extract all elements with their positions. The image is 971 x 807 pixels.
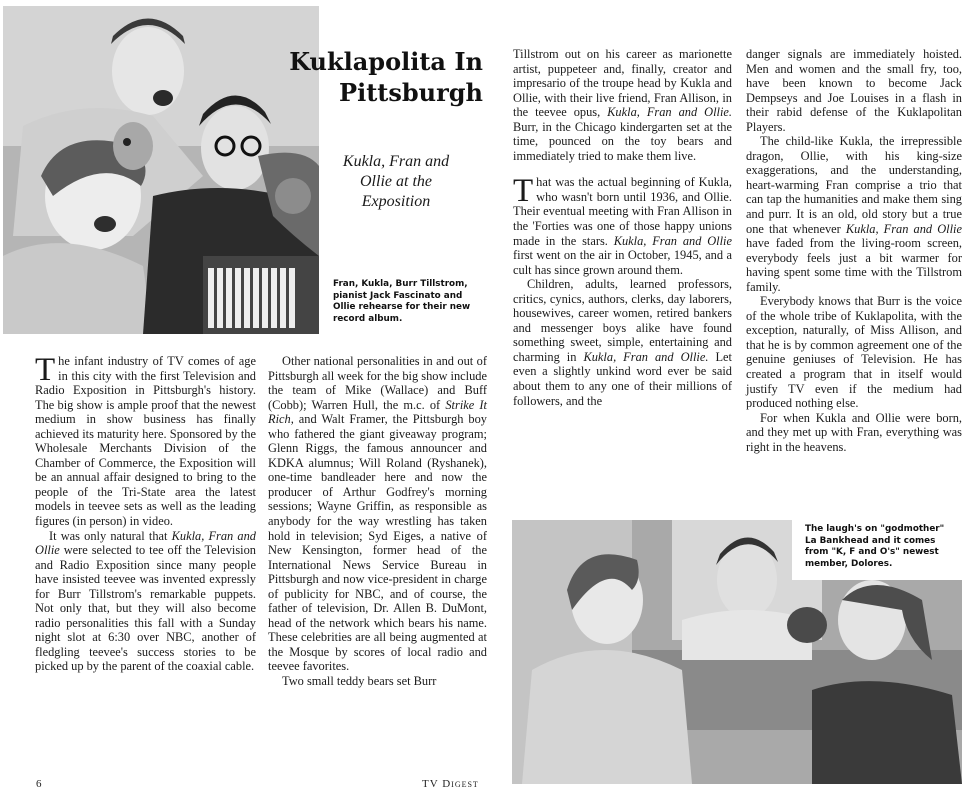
column-4 <box>746 47 962 454</box>
article-title: Kuklapolita In Pittsburgh <box>289 47 483 107</box>
paragraph: It was only natural that Kukla, Fran and Ollie were selected to tee off the Television and Radio Exposition since many people have insisted teevee was invented expressly for Burr Tillstrom's remarkable puppets. Not only that, but they will also become radio personalities this fall with a Sunday night slot at 6:30 over NBC, another of fledgling teevee's success stories to be picked up by the parent of the coaxial cable. <box>35 528 256 674</box>
top-photo-caption: Fran, Kukla, Burr Tillstrom, pianist Jack Fascinato and Ollie rehearse for their new record album. <box>333 279 471 324</box>
paragraph: Other national personalities in and out of Pittsburgh all week for the big show include the team of Mike (Wallace) and Buff (Cobb); Warren Hull, the m.c. of Strike It Rich, and Walt Framer, the Pittsburgh boy who fathered the giant giveaway program; Glenn Riggs, the famous announcer and KDKA alumnus; Will Roland (Ryshanek), one-time bandleader here and now the producer of Arthur Godfrey's morning sessions; Wayne Griffin, as responsible as anybody for the way wrestling has taken hold in television; Syd Eiges, a native of New Kensington, former head of the International News Service Bureau in Pittsburgh and now vice-president in charge of publicity for NBC, and of course, the father of television, Dr. Allen B. DuMont, head of the network which bears his name. These celebrities are all being augmented at the Mosque by scores of local radio and teevee favorites. <box>268 354 487 674</box>
column-2 <box>268 354 487 689</box>
bottom-photo-caption: The laugh's on "godmother" La Bankhead and it comes from "K, F and O's" newest member, Dolores. <box>805 524 945 569</box>
paragraph: danger signals are immediately hoisted. Men and women and the small fry, too, have been known to become Jack Dempseys and Joe Louises in a flash in their rabid defense of the Kuklapolitan Players. <box>746 47 962 134</box>
drop-cap: T <box>35 352 56 388</box>
column-1 <box>35 354 256 674</box>
article-subtitle: Kukla, Fran and Ollie at the Exposition <box>342 153 450 210</box>
paragraph: For when Kukla and Ollie were born, and they met up with Fran, everything was right in the heavens. <box>746 410 962 454</box>
paragraph: Everybody knows that Burr is the voice of the whole tribe of Kuklapolita, with the exception, naturally, of Miss Allison, and that he is by common agreement one of the genuine geniuses of Television. He has created a program that in itself would justify TV even if the medium had produced nothing else. <box>746 294 962 411</box>
paragraph: The infant industry of TV comes of age in this city with the first Television and Radio Exposition in Pittsburgh's history. The big show is ample proof that the newest medium in show business has finally achieved its maturity here. Sponsored by the Wholesale Merchants Division of the Chamber of Commerce, the Exposition will be an annual affair designed to bring to the people of the Tri-State area the latest models in teevee sets as well as the leading figures (in person) in video. <box>35 352 256 529</box>
paragraph: That was the actual beginning of Kukla, who wasn't born until 1936, and Ollie. Their eventual meeting with Fran Allison in the 'Forties was one of those happy unions made in the stars. Kukla, Fran and Ollie first went on the air in October, 1945, and a cult has since grown around them. <box>513 173 732 277</box>
paragraph: Two small teddy bears set Burr <box>282 674 437 689</box>
paragraph: Children, adults, learned professors, critics, cynics, authors, clerks, day laborers, housewives, career women, retired bankers and messenger boys alike have found something sweet, simple, entertaining and charming in Kukla, Fran and Ollie. Let even a slightly unkind word ever be said about them to any one of their millions of followers, and the <box>513 277 732 408</box>
paragraph: The child-like Kukla, the irrepressible dragon, Ollie, with his king-size exaggerations, and the understanding, heart-warming Fran comprise a trio that can tap the humanities and make them sing and purr. It is an old, old story but a true one that whenever Kukla, Fran and Ollie have faded from the living-room screen, everybody feels just a bit warmer for having spent some time with the Tillstrom family. <box>746 134 962 294</box>
column-3 <box>513 47 732 408</box>
publication-name: TV Digest <box>422 778 479 790</box>
drop-cap: T <box>513 173 534 210</box>
paragraph: Tillstrom out on his career as marionette artist, puppeteer and, finally, creator and impresario of the troupe head by Kukla and Ollie, with their live friend, Fran Allison, in the teevee opus, Kukla, Fran and Ollie. Burr, in the Chicago kindergarten set at the time, pounced on the toy bears and immediately tried to make them live. <box>513 47 732 163</box>
page-number: 6 <box>36 778 42 790</box>
